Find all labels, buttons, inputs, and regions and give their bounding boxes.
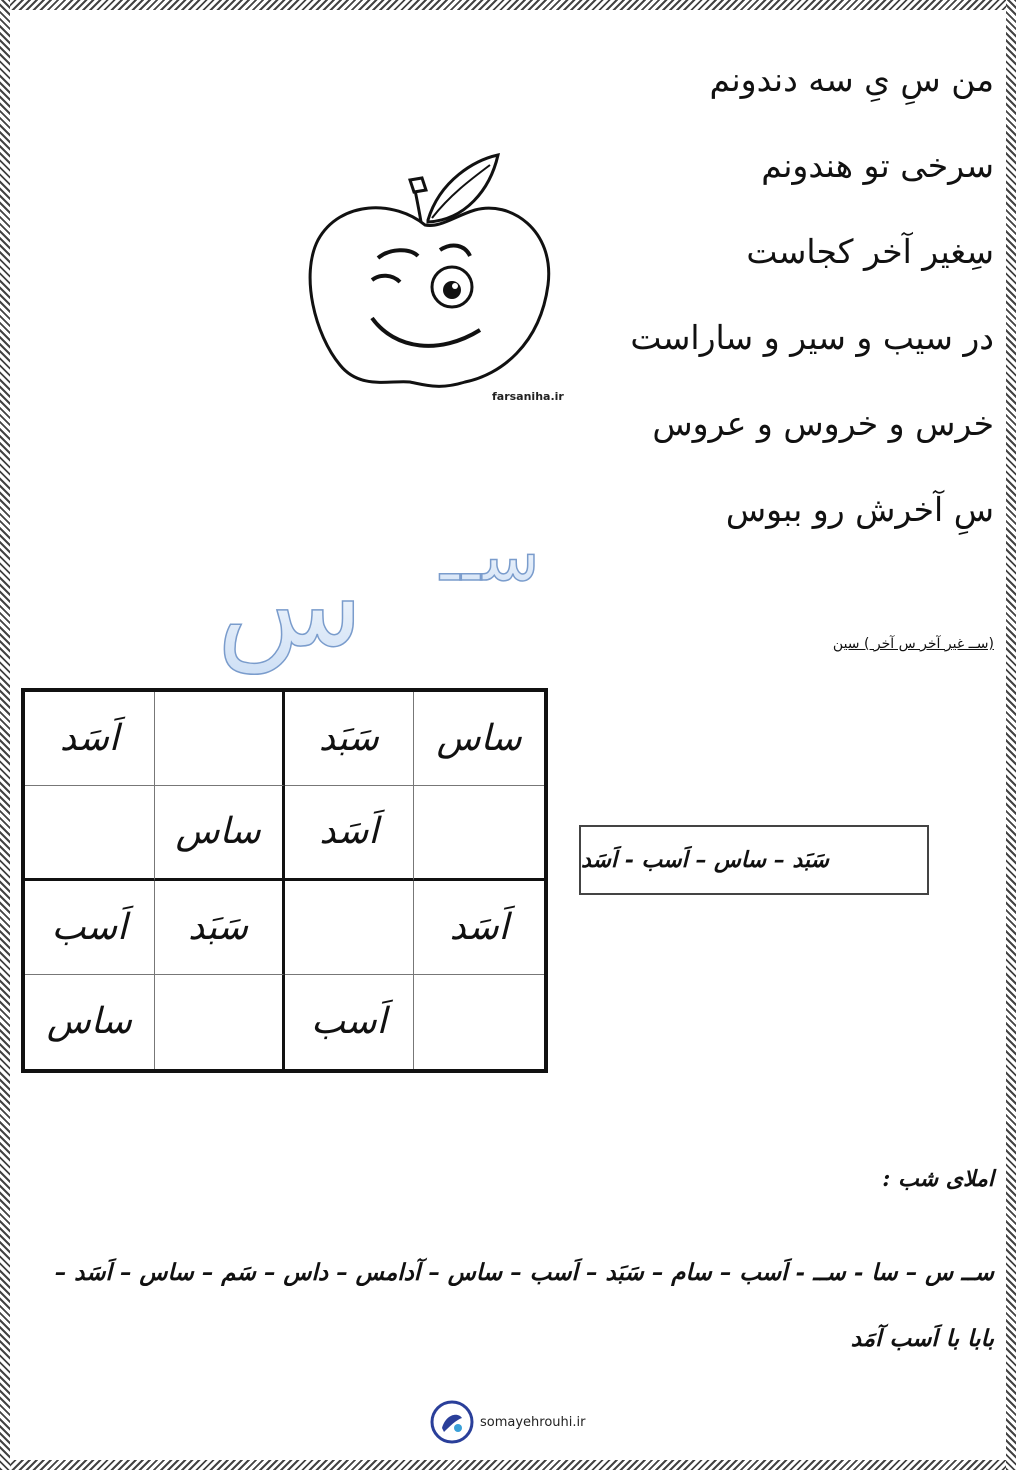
page-border-left [0, 0, 10, 1470]
grid-cell[interactable] [25, 786, 155, 880]
illustration-credit: farsaniha.ir [492, 390, 564, 403]
poem-line: سِغیر آخر کجاست [746, 232, 994, 271]
grid-cell[interactable]: اَسَد [25, 692, 155, 786]
grid-cell[interactable]: اَسب [285, 975, 415, 1069]
page-border-top [0, 0, 1016, 10]
poem-line: من سِ یِ سه دندونم [709, 60, 994, 99]
poem-line: خرس و خروس و عروس [652, 404, 994, 443]
grid-cell[interactable] [414, 786, 544, 880]
grid-cell[interactable] [155, 692, 285, 786]
sudoku-grid [21, 688, 548, 1073]
apple-body [310, 208, 549, 387]
grid-cell[interactable]: ساس [25, 975, 155, 1069]
poem-line: سِ آخرش رو ببوس [725, 490, 994, 529]
site-logo-icon [430, 1400, 474, 1444]
grid-cell[interactable] [285, 881, 415, 975]
dictation-text: ســ س – سا - ســ - اَسب – سام – سَبَد – اَسب – ساس – آدامس – داس – سَم – ساس – اَسَد – بابا با اَسب آمَد [54, 1259, 994, 1352]
footer-site[interactable]: somayehrouhi.ir [480, 1414, 586, 1430]
grid-cell[interactable]: سَبَد [155, 881, 285, 975]
letter-initial: ســ [440, 515, 540, 597]
grid-cell[interactable] [414, 975, 544, 1069]
poem-line: سرخی تو هندونم [761, 146, 994, 185]
grid-cell[interactable]: اَسب [25, 881, 155, 975]
grid-cell[interactable]: اَسَد [414, 881, 544, 975]
grid-cell[interactable]: سَبَد [285, 692, 415, 786]
grid-cell[interactable]: اَسَد [285, 786, 415, 880]
footer [430, 1400, 585, 1444]
dictation-title: املای شب : [882, 1166, 994, 1192]
page-border-right [1006, 0, 1016, 1470]
apple-pupil [443, 281, 461, 299]
apple-illustration [300, 150, 560, 410]
letter-subtitle: (ســ غیر آخر س آخر ) سین [832, 636, 994, 652]
big-letters [190, 505, 540, 675]
grid-cell[interactable] [155, 975, 285, 1069]
grid-cell[interactable]: ساس [155, 786, 285, 880]
letter-final: س [216, 535, 364, 674]
poem-line: در سیب و سیر و ساراست [630, 318, 994, 357]
grid-cell[interactable]: ساس [414, 692, 544, 786]
word-bank-box: سَبَد – ساس – اَسب - اَسَد [579, 825, 929, 895]
poem [574, 50, 994, 566]
apple-stem-cap [410, 178, 426, 192]
page-border-bottom [0, 1460, 1016, 1470]
apple-eye-shine [452, 283, 458, 289]
